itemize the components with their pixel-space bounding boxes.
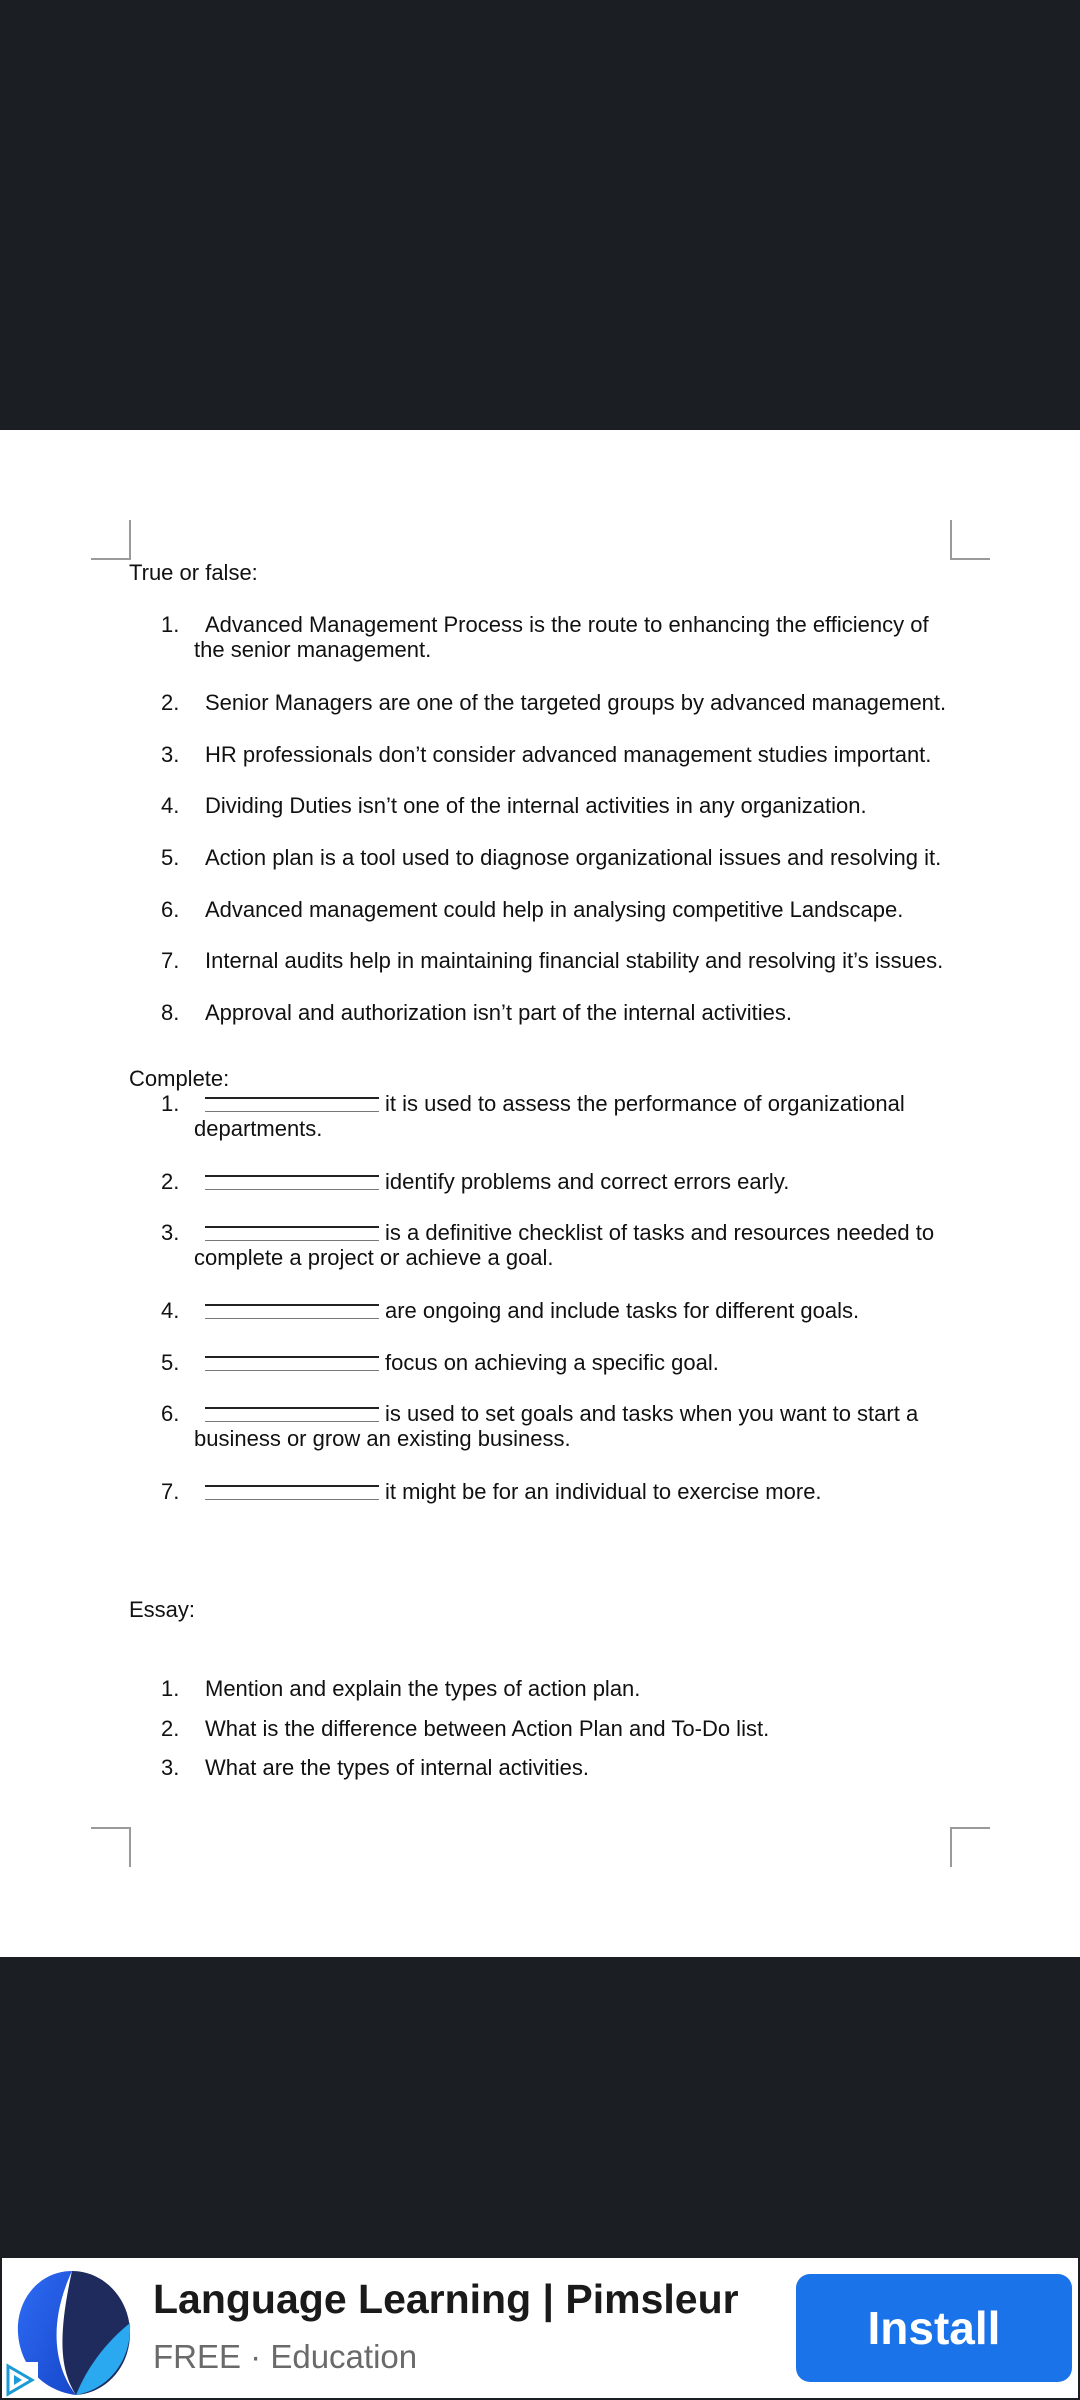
- essay-item-number: 2.: [161, 1716, 180, 1741]
- complete-item-number: 1.: [161, 1091, 180, 1116]
- tf-item-text: Internal audits help in maintaining financial stability and resolving it’s issues.: [205, 948, 944, 973]
- complete-item-number: 6.: [161, 1401, 180, 1426]
- complete-item-number: 2.: [161, 1169, 180, 1194]
- complete-item: [205, 1350, 719, 1375]
- tf-item-text: Action plan is a tool used to diagnose organizational issues and resolving it.: [205, 845, 942, 870]
- document-page[interactable]: [0, 430, 1080, 1957]
- complete-item-text: focus on achieving a specific goal.: [385, 1350, 719, 1375]
- tf-item-text: Dividing Duties isn’t one of the internal activities in any organization.: [205, 793, 867, 818]
- crop-mark-bottom-right: [950, 1827, 990, 1867]
- ad-title[interactable]: Language Learning | Pimsleur: [153, 2276, 739, 2322]
- complete-item-number: 7.: [161, 1479, 180, 1504]
- fill-in-blank: [205, 1356, 379, 1371]
- tf-item-number: 8.: [161, 1000, 180, 1025]
- tf-item-number: 1.: [161, 612, 180, 637]
- tf-item-text: Advanced management could help in analysing competitive Landscape.: [205, 897, 904, 922]
- tf-item-text: Advanced Management Process is the route to enhancing the efficiency of: [205, 612, 929, 637]
- essay-item-text: What is the difference between Action Plan and To-Do list.: [205, 1716, 770, 1741]
- ad-banner[interactable]: [0, 2256, 1080, 2400]
- fill-in-blank: [205, 1485, 379, 1500]
- fill-in-blank: [205, 1407, 379, 1422]
- complete-item-number: 3.: [161, 1220, 180, 1245]
- complete-item: [205, 1169, 789, 1194]
- essay-item-number: 3.: [161, 1755, 180, 1780]
- complete-item: [205, 1401, 918, 1426]
- complete-heading: Complete:: [129, 1066, 230, 1091]
- crop-mark-top-right: [950, 520, 990, 560]
- tf-item-number: 2.: [161, 690, 180, 715]
- essay-item-text: Mention and explain the types of action plan.: [205, 1676, 641, 1701]
- complete-item: [205, 1091, 905, 1116]
- ad-subtitle: FREE · Education: [153, 2338, 418, 2375]
- tf-item-number: 7.: [161, 948, 180, 973]
- essay-item-number: 1.: [161, 1676, 180, 1701]
- complete-item-text: is used to set goals and tasks when you want to start a: [385, 1401, 919, 1426]
- complete-item: [205, 1298, 859, 1323]
- complete-item-text: it is used to assess the performance of organizational: [385, 1091, 905, 1116]
- tf-item-text: Senior Managers are one of the targeted groups by advanced management.: [205, 690, 947, 715]
- tf-item-number: 5.: [161, 845, 180, 870]
- tf-item-number: 6.: [161, 897, 180, 922]
- essay-item-text: What are the types of internal activities.: [205, 1755, 589, 1780]
- crop-mark-top-left: [91, 520, 131, 560]
- true-false-heading: True or false:: [129, 560, 258, 585]
- tf-item-number: 4.: [161, 793, 180, 818]
- complete-item-continuation: departments.: [194, 1116, 323, 1141]
- complete-item: [205, 1220, 934, 1245]
- fill-in-blank: [205, 1097, 379, 1112]
- complete-item-continuation: business or grow an existing business.: [194, 1426, 571, 1451]
- fill-in-blank: [205, 1175, 379, 1190]
- ad-choices-icon[interactable]: [2, 2362, 38, 2398]
- complete-item-number: 4.: [161, 1298, 180, 1323]
- tf-item-continuation: the senior management.: [194, 637, 432, 662]
- tf-item-text: Approval and authorization isn’t part of the internal activities.: [205, 1000, 792, 1025]
- tf-item-number: 3.: [161, 742, 180, 767]
- crop-mark-bottom-left: [91, 1827, 131, 1867]
- complete-item: [205, 1479, 822, 1504]
- fill-in-blank: [205, 1304, 379, 1319]
- fill-in-blank: [205, 1226, 379, 1241]
- complete-item-text: is a definitive checklist of tasks and resources needed to: [385, 1220, 935, 1245]
- tf-item-text: HR professionals don’t consider advanced management studies important.: [205, 742, 932, 767]
- install-button[interactable]: Install: [796, 2274, 1072, 2382]
- complete-item-text: identify problems and correct errors early.: [385, 1169, 790, 1194]
- essay-heading: Essay:: [129, 1597, 196, 1622]
- complete-item-number: 5.: [161, 1350, 180, 1375]
- complete-item-text: it might be for an individual to exercise more.: [385, 1479, 822, 1504]
- complete-item-text: are ongoing and include tasks for different goals.: [385, 1298, 860, 1323]
- complete-item-continuation: complete a project or achieve a goal.: [194, 1245, 554, 1270]
